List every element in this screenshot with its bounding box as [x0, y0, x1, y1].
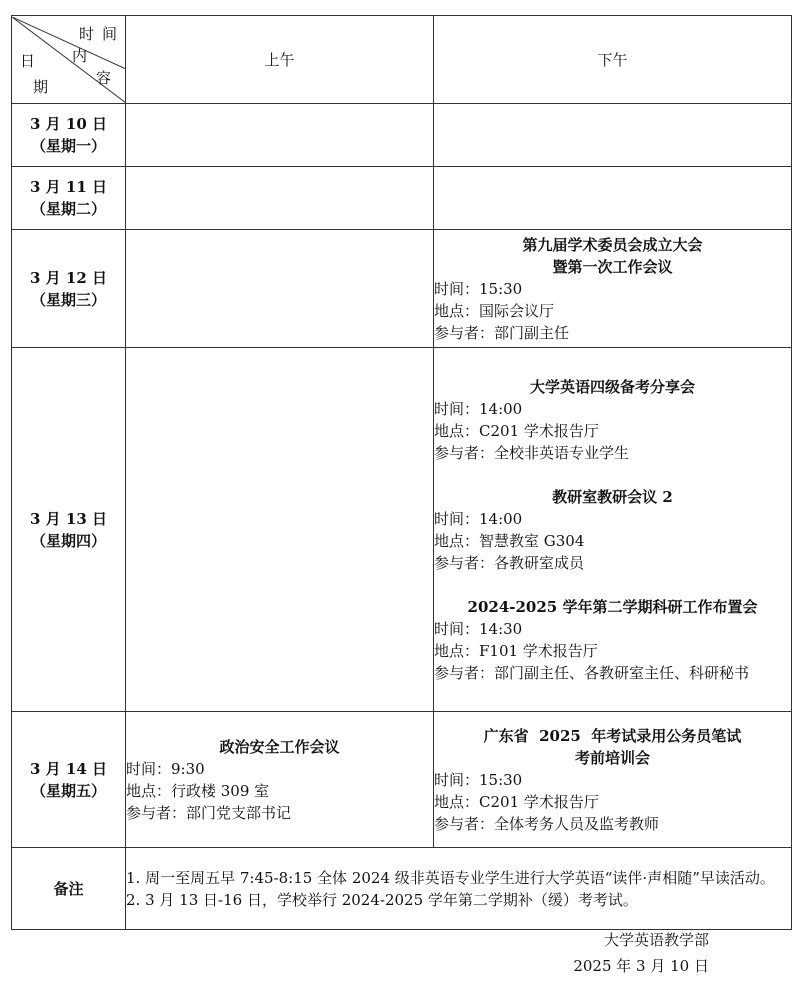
date-label: 3 月 14 日 [30, 759, 107, 778]
meeting-attendees: 参与者：部门党支部书记 [126, 803, 292, 822]
weekday-label: （星期五） [30, 781, 106, 800]
note-item: 1. 周一至周五早 7:45-8:15 全体 2024 级非英语专业学生进行大学英语“读伴·声相随”早读活动。 [126, 868, 775, 887]
table-row [12, 230, 792, 348]
date-cell [12, 167, 126, 230]
meeting-time: 时间：15:30 [434, 279, 523, 298]
meeting-time: 时间：15:30 [434, 770, 523, 789]
corner-label-date-2: 期 [33, 77, 49, 96]
corner-label-time: 时间 [79, 24, 125, 43]
weekday-label: （星期二） [30, 200, 106, 218]
table-row [12, 167, 792, 230]
date-label: 3 月 10 日 [30, 115, 107, 133]
afternoon-cell [434, 348, 792, 712]
header-row [12, 16, 792, 104]
meeting-attendees: 参与者：各教研室成员 [434, 553, 585, 572]
date-cell [12, 348, 126, 712]
meeting-title: 第九届学术委员会成立大会 [522, 235, 703, 254]
meeting-attendees: 参与者：全体考务人员及监考教师 [434, 814, 660, 833]
date-cell [12, 104, 126, 167]
weekday-label: （星期四） [30, 531, 106, 550]
afternoon-cell [434, 167, 792, 230]
corner-label-content-2: 容 [96, 68, 112, 87]
morning-cell [126, 230, 434, 348]
meeting-place: 地点：行政楼 309 室 [126, 781, 270, 800]
meeting-place: 地点：C201 学术报告厅 [434, 421, 599, 440]
afternoon-cell [434, 230, 792, 348]
meeting-title: 大学英语四级备考分享会 [529, 377, 695, 396]
weekday-label: （星期三） [30, 290, 106, 309]
meeting-title: 教研室教研会议 2 [552, 487, 673, 506]
meeting-attendees: 参与者：全校非英语专业学生 [434, 443, 630, 462]
meeting-place: 地点：国际会议厅 [434, 301, 555, 320]
meeting-title: 广东省 2025 年考试录用公务员笔试 [483, 726, 742, 745]
meeting-attendees: 参与者：部门副主任、各教研室主任、科研秘书 [434, 663, 750, 682]
corner-label-content-1: 内 [72, 46, 88, 65]
meeting-place: 地点：智慧教室 G304 [434, 531, 585, 550]
notes-label: 备注 [12, 848, 126, 930]
notes-row [12, 848, 792, 930]
weekday-label: （星期一） [30, 137, 106, 155]
corner-header-cell [12, 16, 126, 104]
signature-department: 大学英语教学部 [603, 931, 709, 949]
morning-cell [126, 104, 434, 167]
signature-date: 2025 年 3 月 10 日 [573, 957, 709, 975]
date-label: 3 月 13 日 [30, 509, 107, 528]
meeting-title-line2: 考前培训会 [574, 748, 650, 767]
afternoon-cell [434, 104, 792, 167]
morning-cell [126, 348, 434, 712]
morning-cell [126, 712, 434, 848]
meeting-attendees: 参与者：部门副主任 [434, 323, 570, 342]
table-row [12, 348, 792, 712]
meeting-place: 地点：F101 学术报告厅 [434, 641, 598, 660]
date-cell [12, 230, 126, 348]
meeting-title: 2024-2025 学年第二学期科研工作布置会 [467, 597, 758, 616]
meeting-time: 时间：9:30 [126, 759, 205, 778]
date-label: 3 月 11 日 [30, 178, 107, 196]
table-row [12, 104, 792, 167]
meeting-time: 时间：14:00 [434, 509, 523, 528]
table-row [12, 712, 792, 848]
date-label: 3 月 12 日 [30, 268, 107, 287]
morning-header: 上午 [126, 16, 434, 104]
meeting-title-line2: 暨第一次工作会议 [552, 257, 673, 276]
schedule-table [11, 15, 792, 930]
meeting-place: 地点：C201 学术报告厅 [434, 792, 599, 811]
corner-label-date-1: 日 [20, 51, 36, 70]
notes-cell [126, 848, 792, 930]
meeting-time: 时间：14:30 [434, 619, 523, 638]
meeting-title: 政治安全工作会议 [219, 737, 340, 756]
note-item: 2. 3 月 13 日-16 日，学校举行 2024-2025 学年第二学期补（缓）考考试。 [126, 890, 638, 909]
afternoon-header: 下午 [434, 16, 792, 104]
date-cell [12, 712, 126, 848]
afternoon-cell [434, 712, 792, 848]
morning-cell [126, 167, 434, 230]
meeting-time: 时间：14:00 [434, 399, 523, 418]
